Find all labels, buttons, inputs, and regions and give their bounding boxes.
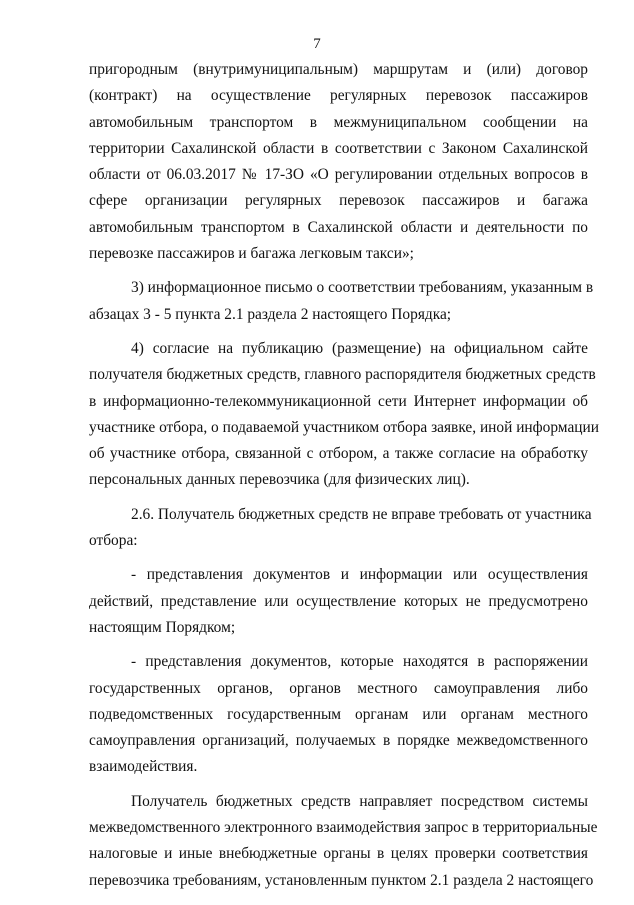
text-line: налоговые и иные внебюджетные органы в целях проверки соответствия: [89, 845, 588, 863]
page-number: 7: [313, 36, 321, 52]
text-line: действий, представление или осуществление которых не предусмотрено: [89, 592, 588, 610]
text-line: (контракт) на осуществление регулярных перевозок пассажиров: [89, 87, 588, 105]
text-line: перевозчика требованиям, установленным пунктом 2.1 раздела 2 настоящего: [89, 871, 594, 889]
text-line: об участнике отбора, связанной с отбором, а также согласие на обработку: [89, 445, 588, 463]
text-line: автомобильным транспортом в Сахалинской области и деятельности по: [89, 218, 588, 236]
paragraph: [89, 789, 598, 894]
text-line: 4) согласие на публикацию (размещение) на официальном сайте: [131, 339, 588, 357]
text-line: самоуправления организаций, получаемых в порядке межведомственного: [89, 732, 588, 750]
text-line: абзацах 3 - 5 пункта 2.1 раздела 2 настоящего Порядка;: [89, 305, 452, 323]
text-line: подведомственных государственным органам или органам местного: [89, 705, 588, 723]
text-line: сфере организации регулярных перевозок пассажиров и багажа: [89, 192, 588, 210]
paragraph: [89, 562, 588, 641]
text-line: государственных органов, органов местного самоуправления либо: [89, 679, 588, 697]
text-line: перевозке пассажиров и багажа легковым такси»;: [89, 245, 414, 263]
text-line: Получатель бюджетных средств направляет посредством системы: [131, 792, 588, 810]
text-line: пригородным (внутримуниципальным) маршрутам и (или) договор: [89, 61, 588, 78]
text-line: персональных данных перевозчика (для физических лиц).: [89, 471, 470, 489]
text-line: - представления документов и информации или осуществления: [131, 566, 588, 584]
text-line: автомобильным транспортом в межмуниципальном сообщении на: [89, 113, 588, 131]
text-line: отбора:: [89, 532, 138, 550]
paragraph: [89, 336, 599, 494]
text-line: 2.6. Получатель бюджетных средств не вправе требовать от участника: [131, 505, 592, 523]
text-line: территории Сахалинской области в соответствии с Законом Сахалинской: [89, 139, 588, 157]
text-line: межведомственного электронного взаимодействия запрос в территориальные: [89, 819, 598, 837]
text-line: в информационно-телекоммуникационной сети Интернет информации об: [89, 392, 588, 410]
paragraph: [89, 57, 588, 267]
paragraph: [89, 502, 592, 555]
text-line: 3) информационное письмо о соответствии требованиям, указанным в: [131, 279, 594, 297]
document-body: [89, 57, 599, 894]
text-line: настоящим Порядком;: [89, 618, 236, 636]
paragraph: [89, 649, 588, 780]
text-line: области от 06.03.2017 № 17-ЗО «О регулировании отдельных вопросов в: [89, 166, 588, 184]
text-line: участнике отбора, о подаваемой участником отбора заявке, иной информации: [89, 418, 599, 436]
text-line: взаимодействия.: [89, 758, 198, 776]
paragraph: [89, 275, 594, 328]
text-line: - представления документов, которые находятся в распоряжении: [131, 653, 588, 671]
text-line: получателя бюджетных средств, главного распорядителя бюджетных средств: [89, 366, 596, 384]
